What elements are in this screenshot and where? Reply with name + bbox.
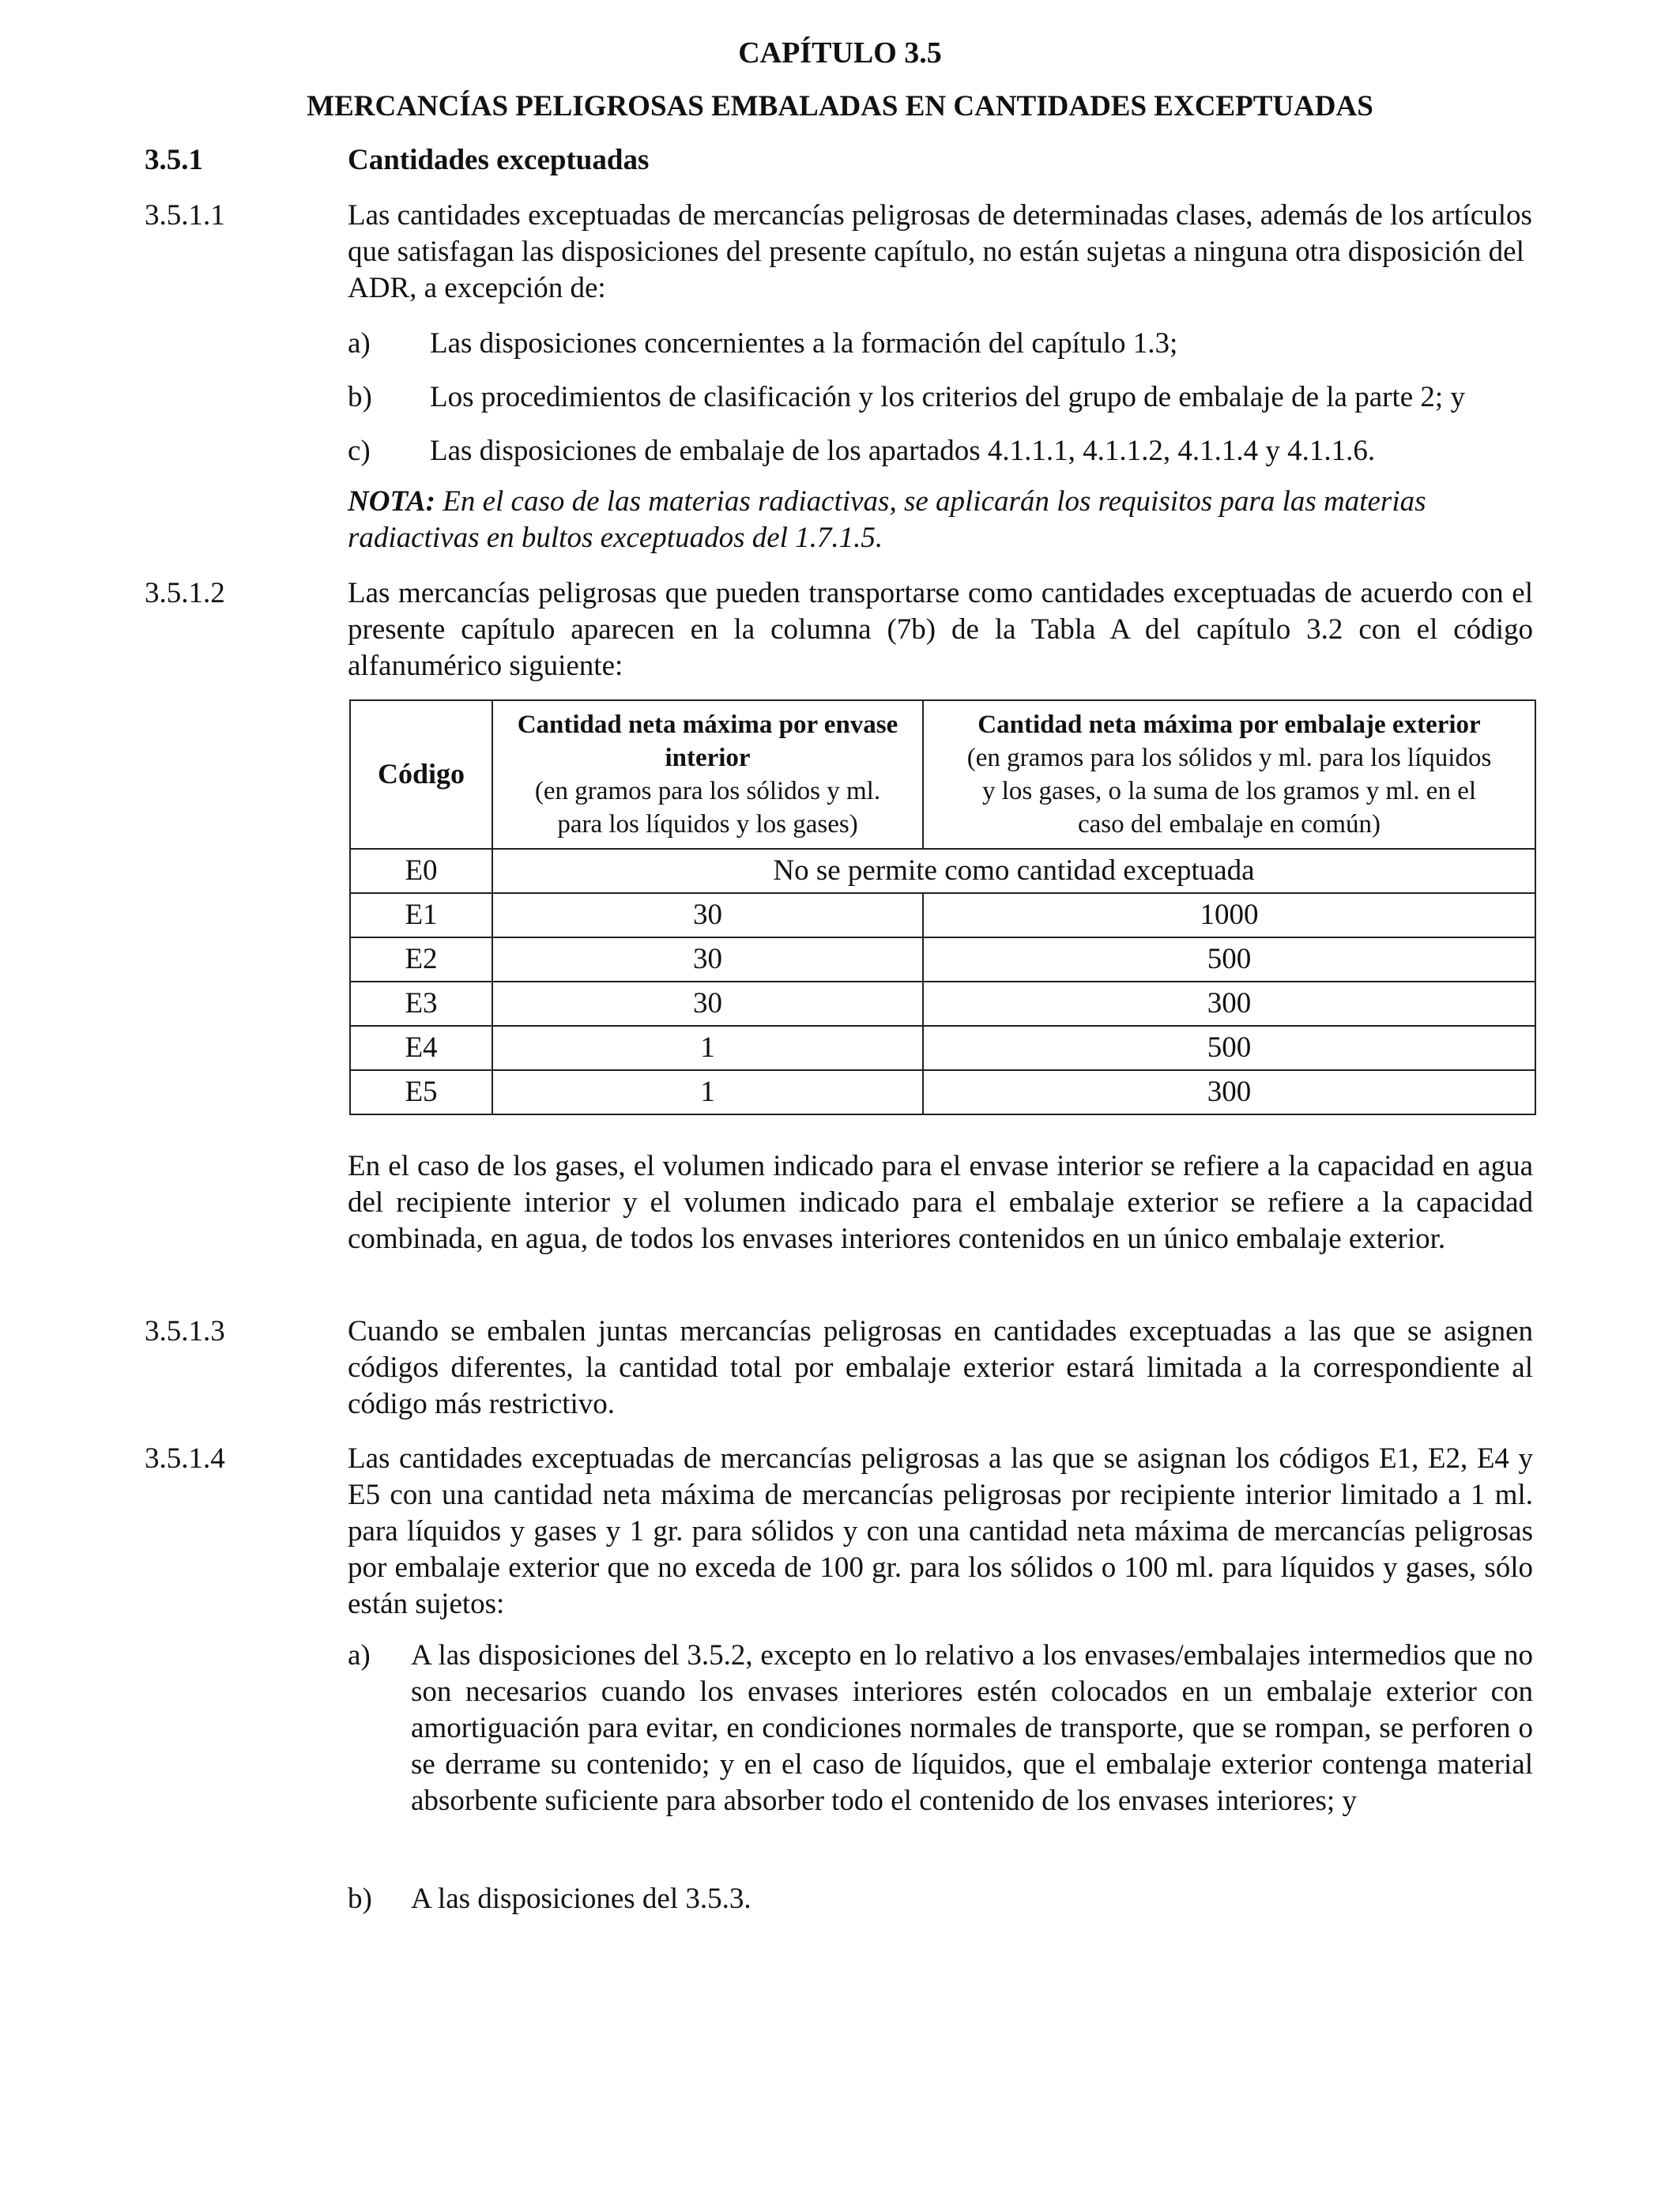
table-cell-outer: 500 (923, 937, 1535, 982)
table-header-row (350, 700, 1535, 849)
list-item-letter: b) (348, 381, 372, 413)
note-label: NOTA: (348, 485, 435, 518)
header-outer-sub: (en gramos para los sólidos y ml. para los líquidos y los gases, o la suma de los gramos y ml. en el caso del embalaje en común) (966, 744, 1492, 839)
section-number-3-5-1-3: 3.5.1.3 (145, 1315, 225, 1348)
chapter-title: CAPÍTULO 3.5 (738, 36, 942, 70)
chapter-subtitle: MERCANCÍAS PELIGROSAS EMBALADAS EN CANTIDADES EXCEPTUADAS (307, 90, 1373, 123)
table-cell-outer: 1000 (923, 893, 1535, 937)
table-cell-outer: 300 (923, 1070, 1535, 1114)
header-inner (492, 700, 923, 849)
table-cell-code: E4 (350, 1026, 492, 1070)
note-3-5-1-1 (348, 484, 1517, 556)
section-number-3-5-1-4: 3.5.1.4 (145, 1442, 225, 1475)
table-cell-code: E3 (350, 982, 492, 1026)
paragraph-3-5-1-1: Las cantidades exceptuadas de mercancías peligrosas de determinadas clases, además de los artículos que satisfagan las disposiciones del presente capítulo, no están sujetas a ninguna otra disposición del ADR, a excepción de: (348, 199, 1532, 304)
table-cell-code: E2 (350, 937, 492, 982)
header-outer-title: Cantidad neta máxima por embalaje exterior (977, 711, 1481, 739)
table-cell-merged: No se permite como cantidad exceptuada (492, 849, 1535, 893)
table-cell-inner: 30 (492, 893, 923, 937)
section-number-3-5-1: 3.5.1 (145, 144, 203, 176)
list-item-text: Las disposiciones de embalaje de los apartados 4.1.1.1, 4.1.1.2, 4.1.1.4 y 4.1.1.6. (430, 435, 1376, 467)
table-cell-code: E5 (350, 1070, 492, 1114)
table-cell-inner: 1 (492, 1070, 923, 1114)
list-item-letter: a) (348, 1639, 371, 1672)
header-inner-title: Cantidad neta máxima por envase interior (517, 711, 898, 772)
section-number-3-5-1-2: 3.5.1.2 (145, 577, 225, 609)
table-cell-inner: 1 (492, 1026, 923, 1070)
list-item-letter: b) (348, 1883, 372, 1915)
table-cell-outer: 300 (923, 982, 1535, 1026)
header-code: Código (350, 700, 492, 849)
list-item-text: Los procedimientos de clasificación y los criterios del grupo de embalaje de la parte 2; y (430, 381, 1465, 413)
list-item-text: Las disposiciones concernientes a la formación del capítulo 1.3; (430, 327, 1178, 360)
table-cell-inner: 30 (492, 937, 923, 982)
table-cell-inner: 30 (492, 982, 923, 1026)
note-text: En el caso de las materias radiactivas, se aplicarán los requisitos para las materias radiactivas en bultos exceptuados del 1.7.1.5. (348, 485, 1426, 554)
table-row (350, 1026, 1535, 1070)
table-row (350, 849, 1535, 893)
table-cell-code: E1 (350, 893, 492, 937)
table-cell-outer: 500 (923, 1026, 1535, 1070)
header-inner-sub: (en gramos para los sólidos y ml. para los líquidos y los gases) (534, 777, 881, 839)
section-heading-3-5-1: Cantidades exceptuadas (348, 144, 650, 176)
section-number-3-5-1-1: 3.5.1.1 (145, 199, 225, 232)
paragraph-3-5-1-3: Cuando se embalen juntas mercancías peligrosas en cantidades exceptuadas a las que se asignen códigos diferentes, la cantidad total por embalaje exterior estará limitada a la correspondiente al código más restrictivo. (348, 1315, 1533, 1420)
paragraph-3-5-1-4: Las cantidades exceptuadas de mercancías peligrosas a las que se asignan los códigos E1, E2, E4 y E5 con una cantidad neta máxima de mercancías peligrosas por recipiente interior limitado a 1 ml. para líquidos y gases y 1 gr. para sólidos y con una cantidad neta máxima de mercancías peligrosas por embalaje exterior que no exceda de 100 gr. para los sólidos o 100 ml. para líquidos y gases, sólo están sujetos: (348, 1442, 1533, 1620)
exceptions-table (349, 699, 1536, 1115)
table-row (350, 982, 1535, 1026)
table-cell-code: E0 (350, 849, 492, 893)
paragraph-3-5-1-2: Las mercancías peligrosas que pueden transportarse como cantidades exceptuadas de acuerdo con el presente capítulo aparecen en la columna (7b) de la Tabla A del capítulo 3.2 con el código alfanumérico siguiente: (348, 577, 1533, 682)
table-row (350, 937, 1535, 982)
list-item-letter: a) (348, 327, 371, 360)
list-item-text: A las disposiciones del 3.5.3. (411, 1883, 751, 1915)
paragraph-gases: En el caso de los gases, el volumen indicado para el envase interior se refiere a la capacidad en agua del recipiente interior y el volumen indicado para el embalaje exterior se refiere a la capacidad combinada, en agua, de todos los envases interiores contenidos en un único embalaje exterior. (348, 1150, 1533, 1255)
table-row (350, 893, 1535, 937)
list-item-letter: c) (348, 435, 371, 467)
table-row (350, 1070, 1535, 1114)
list-item-text: A las disposiciones del 3.5.2, excepto en lo relativo a los envases/embalajes intermedios que no son necesarios cuando los envases interiores estén colocados en un embalaje exterior con amortiguación para evitar, en condiciones normales de transporte, que se rompan, se perforen o se derrame su contenido; y en el caso de líquidos, que el embalaje exterior contenga material absorbente suficiente para absorber todo el contenido de los envases interiores; y (411, 1639, 1533, 1817)
header-outer (923, 700, 1535, 849)
